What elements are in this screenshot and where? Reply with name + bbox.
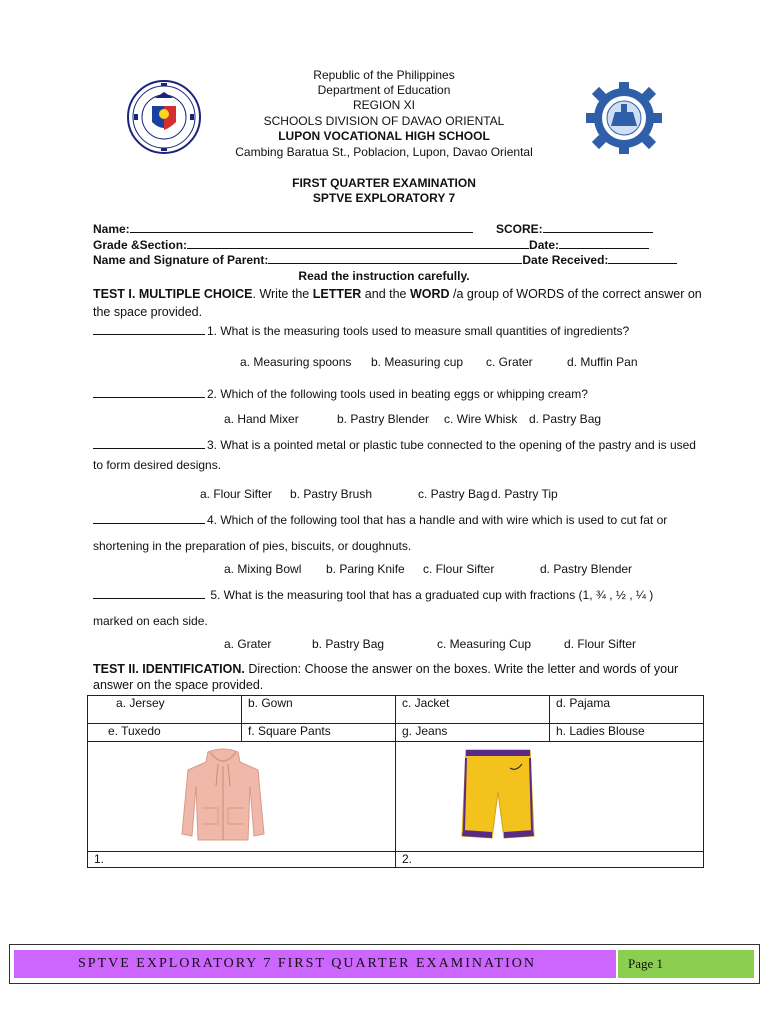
question-1-text: 1. What is the measuring tools used to measure small quantities of ingredients? [207, 324, 630, 338]
test2-direction [93, 661, 713, 693]
question-1 [93, 322, 718, 340]
header-republic: Republic of the Philippines [313, 68, 455, 82]
name-label: Name: [93, 222, 130, 236]
answer-2[interactable]: 2. [396, 852, 704, 868]
question-5-continued: marked on each side. [93, 614, 208, 628]
question-1-choices [240, 355, 638, 369]
test1-dir-c: /a group of WORDS of the correct answer on the space provided. [93, 287, 702, 319]
question-3-choices [200, 487, 558, 501]
question-3-text: 3. What is a pointed metal or plastic tube connected to the opening of the pastry and is used to form desired designs. [93, 438, 696, 472]
header-region: REGION XI [352, 98, 415, 112]
date-blank[interactable] [559, 238, 649, 249]
test1-dir-a: . Write the [252, 287, 313, 301]
word-word: WORD [409, 287, 450, 301]
answer-blank-3[interactable] [93, 438, 205, 449]
option-f: f. Square Pants [242, 724, 396, 742]
question-4-continued: shortening in the preparation of pies, biscuits, or doughnuts. [93, 539, 412, 553]
option-b: b. Gown [242, 696, 396, 724]
q2-choice-c: c. Wire Whisk [444, 412, 518, 426]
options-row-2 [88, 724, 704, 742]
q2-choice-a: a. Hand Mixer [224, 412, 299, 426]
exam-title: FIRST QUARTER EXAMINATION [292, 176, 476, 190]
q3-choice-c: c. Pastry Bag [418, 487, 490, 501]
parent-blank[interactable] [268, 253, 522, 264]
images-row [88, 742, 704, 852]
score-field [496, 222, 653, 236]
q5-choice-b: b. Pastry Bag [312, 637, 385, 651]
date-received-label: Date Received: [522, 253, 609, 267]
question-2 [93, 385, 718, 403]
question-2-choices [224, 412, 601, 426]
test1-direction [93, 285, 718, 321]
question-4-text: 4. Which of the following tool that has a handle and with wire which is used to cut fat or [207, 513, 668, 527]
options-row-1 [88, 696, 704, 724]
answer-blank-5[interactable] [93, 588, 205, 599]
header-address: Cambing Baratua St., Poblacion, Lupon, Davao Oriental [235, 145, 533, 159]
test1-dir-b: and the [361, 287, 410, 301]
q1-choice-d: d. Muffin Pan [567, 355, 638, 369]
q1-choice-b: b. Measuring cup [371, 355, 464, 369]
question-5-choices [224, 637, 636, 651]
option-g: g. Jeans [396, 724, 550, 742]
q5-choice-c: c. Measuring Cup [437, 637, 532, 651]
question-4 [93, 511, 718, 529]
test2-direction-text: Direction: Choose the answer on the boxes. Write the letter and words of your answer on the space provided. [93, 662, 679, 692]
image-cell-2 [396, 742, 704, 852]
date-label: Date: [529, 238, 560, 252]
name-field [93, 222, 473, 236]
parent-label: Name and Signature of Parent: [93, 253, 269, 267]
answer-1[interactable]: 1. [88, 852, 396, 868]
q2-choice-b: b. Pastry Blender [337, 412, 430, 426]
option-e: e. Tuxedo [88, 724, 242, 742]
header-department: Department of Education [317, 83, 451, 97]
question-2-text: 2. Which of the following tools used in beating eggs or whipping cream? [207, 387, 588, 401]
instruction-text: Read the instruction carefully. [298, 269, 470, 283]
page-number: Page 1 [618, 950, 754, 978]
grade-section-label: Grade &Section: [93, 238, 188, 252]
letter-word: LETTER [312, 287, 362, 301]
question-3 [93, 435, 703, 475]
q4-choice-a: a. Mixing Bowl [224, 562, 302, 576]
answers-row [88, 852, 704, 868]
q4-choice-d: d. Pastry Blender [540, 562, 633, 576]
grade-section-field [93, 238, 649, 252]
header-division: SCHOOLS DIVISION OF DAVAO ORIENTAL [263, 114, 505, 128]
question-5 [93, 586, 718, 604]
parent-field [93, 253, 677, 267]
q4-choice-b: b. Paring Knife [326, 562, 405, 576]
hoodie-image [178, 746, 268, 846]
basketball-shorts-image [458, 746, 538, 846]
answer-blank-2[interactable] [93, 387, 205, 398]
q3-choice-d: d. Pastry Tip [491, 487, 558, 501]
header-school-name: LUPON VOCATIONAL HIGH SCHOOL [278, 129, 490, 143]
test2-heading: TEST II. IDENTIFICATION. [93, 662, 245, 676]
identification-table [87, 695, 704, 868]
q3-choice-a: a. Flour Sifter [200, 487, 273, 501]
answer-blank-4[interactable] [93, 513, 205, 524]
option-a: a. Jersey [88, 696, 242, 724]
q5-choice-d: d. Flour Sifter [564, 637, 637, 651]
option-c: c. Jacket [396, 696, 550, 724]
q5-choice-a: a. Grater [224, 637, 272, 651]
q2-choice-d: d. Pastry Bag [529, 412, 602, 426]
q4-choice-c: c. Flour Sifter [423, 562, 495, 576]
exam-subtitle: SPTVE EXPLORATORY 7 [312, 191, 456, 205]
q3-choice-b: b. Pastry Brush [290, 487, 373, 501]
answer-blank-1[interactable] [93, 324, 205, 335]
footer-title: SPTVE EXPLORATORY 7 FIRST QUARTER EXAMINATION [14, 950, 616, 978]
q1-choice-c: c. Grater [486, 355, 533, 369]
date-received-blank[interactable] [608, 253, 677, 264]
question-4-choices [224, 562, 632, 576]
score-blank[interactable] [543, 222, 653, 233]
test1-heading: TEST I. MULTIPLE CHOICE [93, 287, 253, 301]
option-d: d. Pajama [550, 696, 704, 724]
question-5-text: 5. What is the measuring tool that has a graduated cup with fractions (1, ¾ , ½ , ¼ ) [207, 588, 654, 602]
q1-choice-a: a. Measuring spoons [240, 355, 352, 369]
name-blank[interactable] [130, 222, 473, 233]
score-label: SCORE: [496, 222, 543, 236]
grade-section-blank[interactable] [187, 238, 529, 249]
image-cell-1 [88, 742, 396, 852]
option-h: h. Ladies Blouse [550, 724, 704, 742]
